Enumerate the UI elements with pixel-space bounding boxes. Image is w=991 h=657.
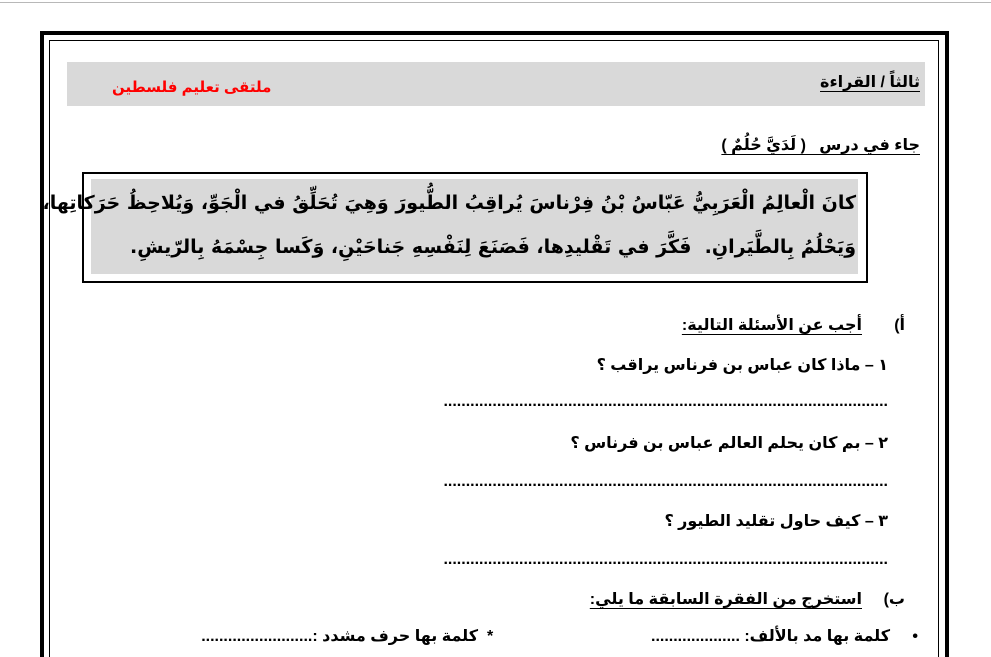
- passage-line: وَيَحْلُمُ بِالطَّيَرانِ. فَكَّرَ في تَقْليدِها، فَصَنَعَ لِنَفْسِهِ جَناحَيْنِ، وَكَسا جِسْمَهُ بِالرّيشِ.: [130, 236, 856, 258]
- answer-line-1: ....................................................................................................: [443, 393, 888, 410]
- extract-item-1: كلمة بها مد بالألف: ....................: [651, 628, 890, 645]
- part-b-instruction: استخرج من الفقرة السابقة ما يلي:: [589, 591, 862, 608]
- section-header-band: [67, 62, 925, 106]
- answer-line-3: ....................................................................................................: [443, 551, 888, 568]
- reading-passage-box: [42, 172, 868, 283]
- part-a-instruction: أجب عن الأسئلة التالية:: [681, 317, 862, 334]
- answer-line-2: ....................................................................................................: [443, 473, 888, 490]
- lesson-intro: جاء في درس ( لَدَيَّ حُلُمٌ ): [721, 137, 920, 154]
- extract-item-2: كلمة بها حرف مشدد :.........................: [201, 628, 478, 645]
- part-b-label: ب): [883, 591, 905, 608]
- bullet-marker: •: [912, 628, 918, 645]
- question-3: ٣ – كيف حاول تقليد الطيور ؟: [664, 513, 888, 530]
- passage-line: كانَ الْعالِمُ الْعَرَبِيُّ عَبّاسُ بْنُ فِرْناسَ يُراقِبُ الطُّيورَ وَهِيَ تُحَلِّقُ في الْجَوِّ، وَيُلاحِظُ حَرَكاتِها،: [42, 192, 856, 214]
- asterisk-marker: *: [487, 628, 494, 645]
- question-1: ١ – ماذا كان عباس بن فرناس يراقب ؟: [596, 357, 888, 374]
- site-name: ملتقى تعليم فلسطين: [112, 79, 272, 96]
- reading-passage-background: [42, 179, 858, 274]
- window-top-border: [0, 2, 991, 3]
- section-title: ثالثاً / القراءة: [820, 74, 920, 91]
- question-2: ٢ – بم كان يحلم العالم عباس بن فرناس ؟: [570, 435, 888, 452]
- part-a-label: أ): [894, 317, 905, 334]
